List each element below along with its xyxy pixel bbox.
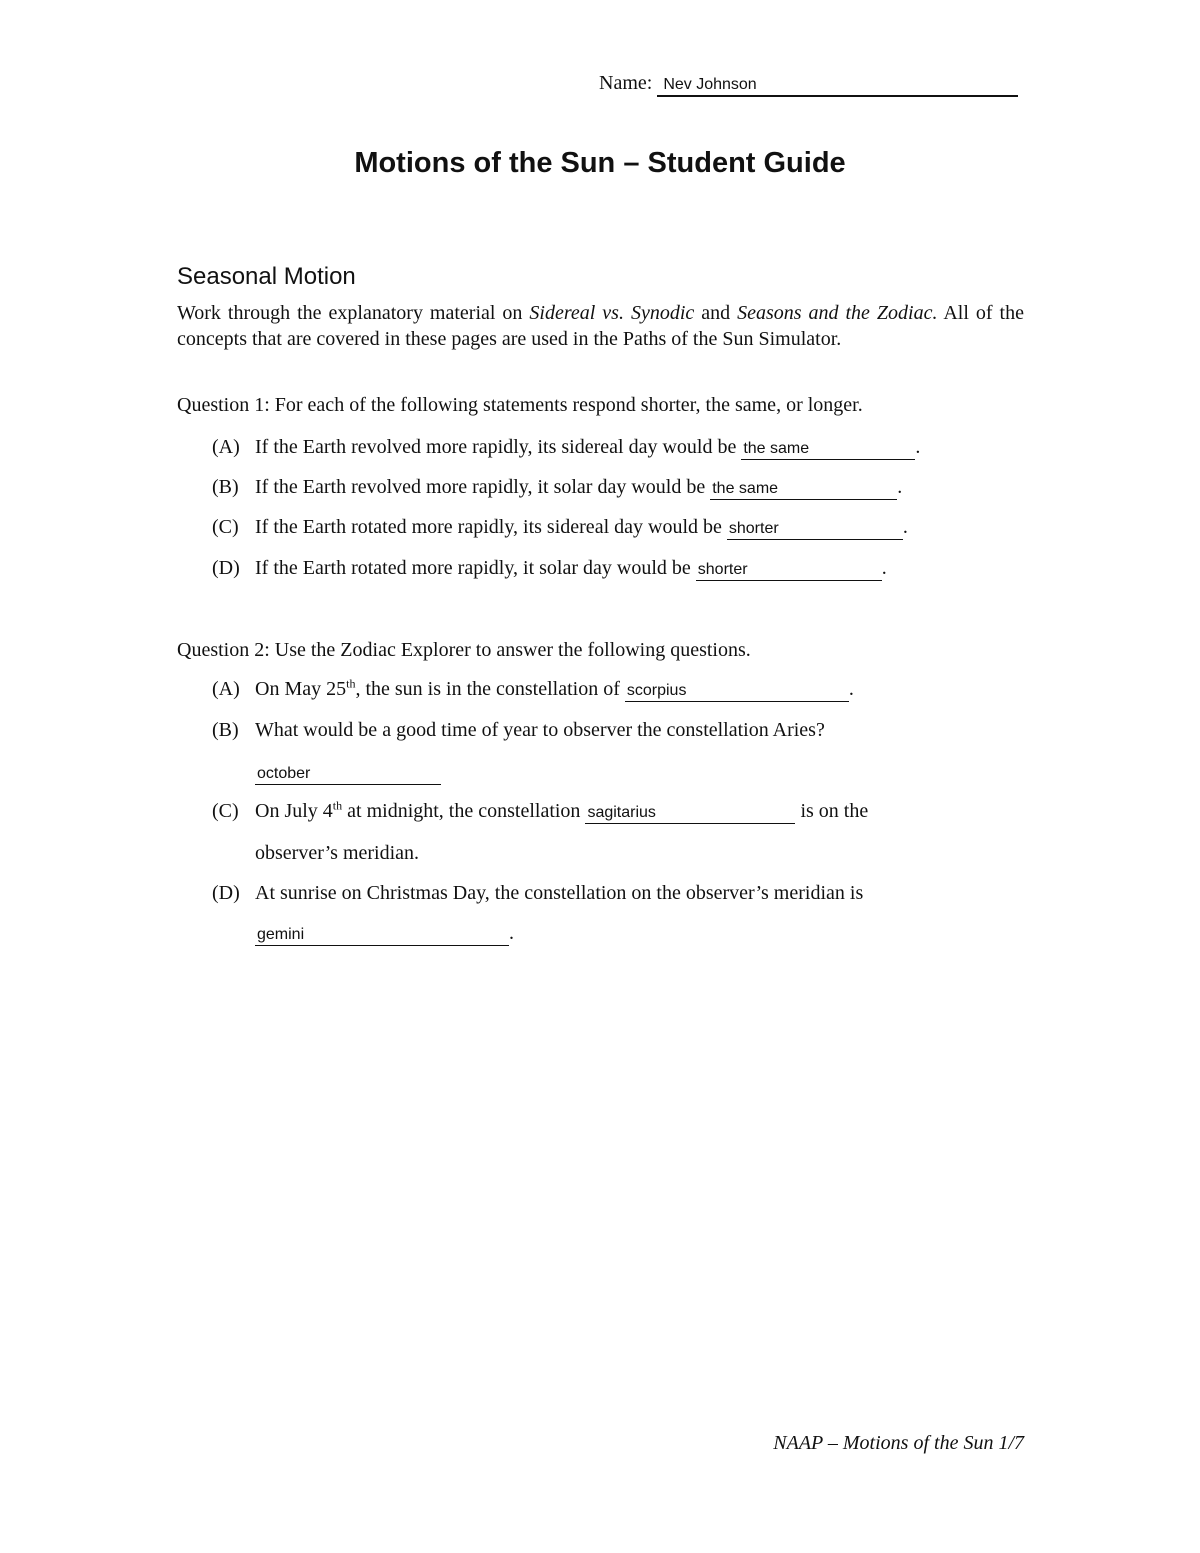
intro-paragraph: Work through the explanatory material on Sidereal vs. Synodic and Seasons and the Zodiac. All of the concepts that are covered in these pages are used in the Paths of the Sun Simulator.	[177, 302, 1024, 350]
question-2-item-d: (D) At sunrise on Christmas Day, the constellation on the observer’s meridian is	[212, 882, 864, 904]
answer-field[interactable]: scorpius	[625, 681, 849, 702]
answer-field[interactable]: sagitarius	[585, 803, 795, 824]
question-2-item-c: (C) On July 4th at midnight, the constellation sagitarius is on the	[212, 798, 869, 822]
question-2-prompt: Question 2: Use the Zodiac Explorer to answer the following questions.	[177, 639, 751, 661]
question-1-item-d: (D) If the Earth rotated more rapidly, it solar day would be shorter .	[212, 557, 887, 579]
answer-field[interactable]: gemini	[255, 925, 509, 946]
question-1-prompt: Question 1: For each of the following statements respond shorter, the same, or longer.	[177, 394, 863, 416]
answer-field[interactable]: shorter	[696, 560, 882, 581]
question-2-item-b-answer-line	[255, 761, 441, 785]
answer-field[interactable]: the same	[710, 479, 897, 500]
intro-emphasis-sidereal: Sidereal vs. Synodic	[529, 302, 695, 324]
question-1-item-c: (C) If the Earth rotated more rapidly, its sidereal day would be shorter .	[212, 516, 908, 538]
answer-field[interactable]: october	[255, 764, 441, 785]
intro-emphasis-seasons: Seasons and the Zodiac.	[737, 302, 938, 324]
question-2-item-b: (B) What would be a good time of year to observer the constellation Aries?	[212, 719, 825, 741]
answer-field[interactable]: shorter	[727, 519, 903, 540]
answer-field[interactable]: the same	[741, 439, 915, 460]
page-title: Motions of the Sun – Student Guide	[354, 147, 846, 179]
question-2-item-c-line2: observer’s meridian.	[255, 842, 420, 864]
name-line	[599, 72, 1018, 97]
name-label: Name:	[599, 72, 653, 94]
name-field[interactable]: Nev Johnson	[657, 75, 1018, 97]
question-2-item-a: (A) On May 25th, the sun is in the constellation of scorpius .	[212, 676, 854, 700]
question-2-item-d-answer-line: gemini .	[257, 922, 514, 944]
question-1-item-b: (B) If the Earth revolved more rapidly, it solar day would be the same .	[212, 476, 903, 498]
question-1-item-a: (A) If the Earth revolved more rapidly, its sidereal day would be the same .	[212, 436, 921, 458]
section-heading: Seasonal Motion	[177, 263, 356, 290]
page-footer: NAAP – Motions of the Sun 1/7	[773, 1432, 1024, 1454]
